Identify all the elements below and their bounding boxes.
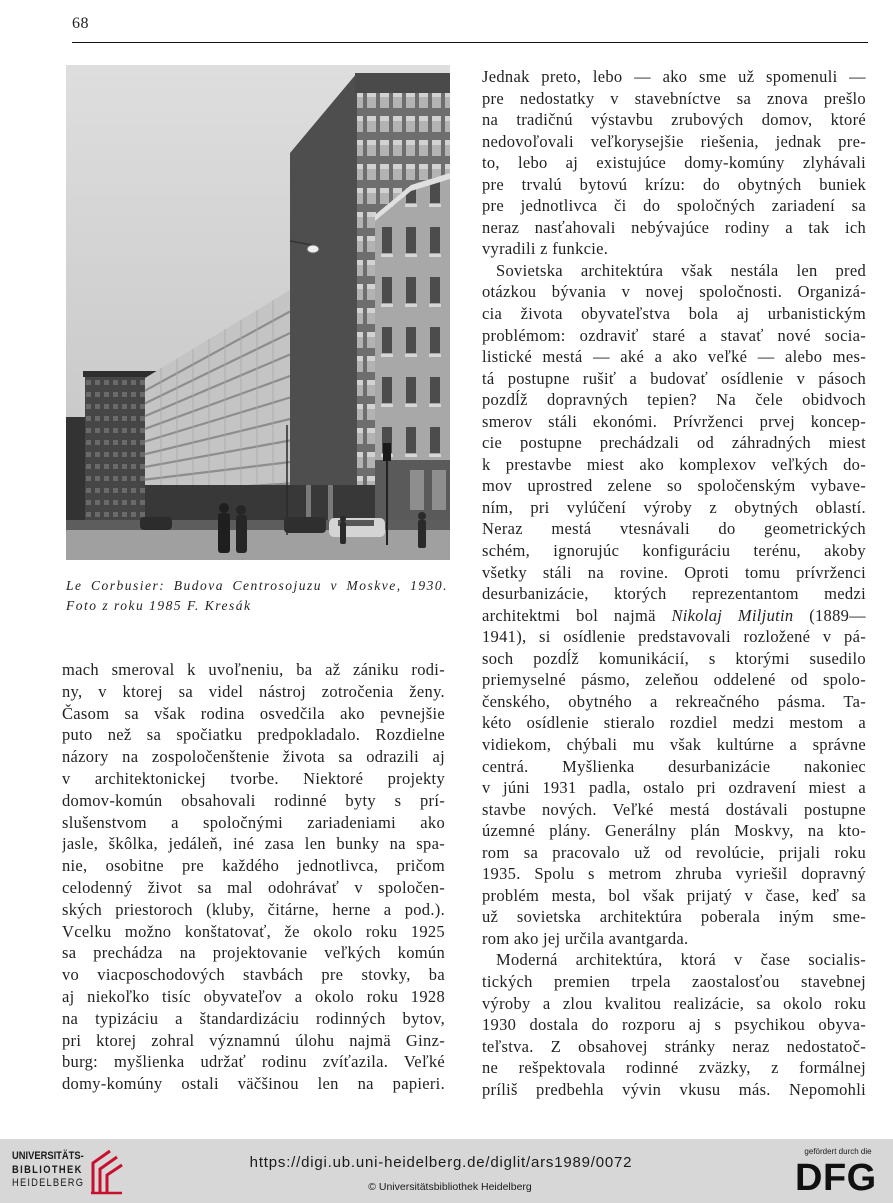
funding-note: gefördert durch die xyxy=(804,1147,872,1156)
text-line: na typizáciu a štandardizáciu rodinných bytov, xyxy=(62,1008,445,1028)
pedestrian-head xyxy=(418,512,426,520)
text-line: ne rešpektovala rodinné zväzky, z formálnej xyxy=(482,1058,866,1078)
text-line: desurbanizácie, ktorých reprezentantom medzi xyxy=(482,584,866,604)
text-line: vo viacposchodových stavbách pre stovky, ba xyxy=(62,965,445,985)
text-line: ských priestoroch (kluby, čitárne, herne a pod.). xyxy=(62,899,445,919)
text-line: smerov stáli ekonómi. Prívrženci prvej koncep- xyxy=(482,411,866,431)
paragraph xyxy=(482,949,866,1100)
pedestrian xyxy=(236,515,247,553)
text-line: v architektonickej tvorbe. Niektoré projekty xyxy=(62,768,445,788)
text-line: čenského, obytného a rekreačného pásma. Ta- xyxy=(482,691,866,711)
caption-line: Le Corbusier: Budova Centrosojuzu v Moskve, 1930. xyxy=(66,578,448,593)
paragraph xyxy=(482,66,866,260)
text-line: domy-komúny ostali väčšinou len na papieri. xyxy=(62,1074,445,1094)
text-line: všetky stáli na rovine. Oproti tomu prívrženci xyxy=(482,562,866,582)
permalink-url[interactable]: https://digi.ub.uni-heidelberg.de/diglit/ars1989/0072 xyxy=(249,1154,633,1171)
text-line: Sovietska architektúra však nestála len pred xyxy=(496,260,866,280)
text-line: ny, v ktorej sa videl nástroj zotročenia ženy. xyxy=(62,681,445,701)
text-line: otázkou bývania v novej spoločnosti. Organizá- xyxy=(482,282,866,302)
pedestrian-head xyxy=(236,505,246,515)
text-line xyxy=(482,605,866,627)
text-line: soch pozdĺž komunikácií, s ktorými susedilo xyxy=(482,648,866,668)
text-line: už sovietska architektúra poberala iným sme- xyxy=(482,907,866,927)
text-line: pozdĺž dopravných tepien? Na čele obidvoch xyxy=(482,390,866,410)
text-line: jasle, škôlka, jedáleň, iné zasa len bunky na spa- xyxy=(62,834,445,854)
tower-roof-band xyxy=(355,73,450,93)
left-text-column xyxy=(62,659,445,1095)
text-line: tických premien trpela zaostalosťou stavebnej xyxy=(482,971,866,991)
pedestrian-head xyxy=(219,503,229,513)
dfg-logo: DFG xyxy=(795,1157,877,1199)
text-line: na tradičnú výstavbu zrubových domov, ktoré xyxy=(482,110,866,130)
library-name xyxy=(12,1150,84,1191)
text-segment: architektmi bol najmä xyxy=(482,605,672,625)
text-line: schém, ignorujúc konfiguráciu terénu, akoby xyxy=(482,541,866,561)
figure-caption xyxy=(66,576,448,616)
text-line: 1935. Spolu s metrom zhruba vyriešil dopravný xyxy=(482,864,866,884)
text-line: burg: myšlienka udržať rodinu zvíťazila. Veľké xyxy=(62,1052,445,1072)
viewer-footer xyxy=(0,1139,893,1203)
text-line: domov-komún obsahovali rodinné byty s prí- xyxy=(62,790,445,810)
text-line: pre nedostatky v stavebníctve sa znova prešlo xyxy=(482,88,866,108)
text-line: 1930 dostala do rozporu aj s psychikou obyva- xyxy=(482,1015,866,1035)
pedestrian xyxy=(340,522,346,544)
text-line: Časom sa však rodina osvedčila ako pevnejšie xyxy=(62,703,445,723)
car xyxy=(284,517,326,533)
text-line: ním, pri vylúčení výroby z obytných oblastí. xyxy=(482,497,866,517)
text-line: rom ako jej určila avantgarda. xyxy=(482,928,689,948)
shop-window xyxy=(432,470,446,510)
text-line: centrá. Myšlienka desurbanizácie nakoniec xyxy=(482,756,866,776)
header-rule xyxy=(72,42,868,43)
text-line: kéto osídlenie stieralo rozdiel medzi mestom a xyxy=(482,713,866,733)
copyright-notice: © Universitätsbibliothek Heidelberg xyxy=(368,1181,532,1193)
text-line: Vcelku možno konštatovať, že okolo roku 1925 xyxy=(62,921,445,941)
street-lamp xyxy=(307,245,319,253)
text-line: 1941), si osídlenie predstavovali rozložené v pá- xyxy=(482,627,866,647)
pedestrian xyxy=(218,513,230,553)
text-line: tá postupne rušiť a budovať osídlenie v pásoch xyxy=(482,368,866,388)
text-segment: (1889— xyxy=(793,605,866,625)
text-line: cie postupne prechádzali od záhradných miest xyxy=(482,433,866,453)
right-text-column xyxy=(482,66,866,1100)
text-line: listické mestá — aké a ako veľké — alebo mes- xyxy=(482,347,866,367)
library-name-line: UNIVERSITÄTS- xyxy=(12,1150,84,1162)
text-line: neraz nasťahovali nebývajúce rodiny a tak ich xyxy=(482,217,866,237)
text-line: Moderná architektúra, ktorá v čase socialis- xyxy=(496,950,866,970)
text-line: pri ktorej zohral významnú úlohu najmä Ginz- xyxy=(62,1030,445,1050)
text-line: príliš predbehla vývin vkusu más. Nepomohli xyxy=(482,1079,866,1099)
text-line: vidiekom, chýbali mu však kultúrne a správne xyxy=(482,734,866,754)
text-line: rom sa pracovalo už od revolúcie, prijali roku xyxy=(482,842,866,862)
text-line: problém mesta, bol však prijatý v čase, keď sa xyxy=(482,885,866,905)
pedestrian xyxy=(418,520,426,548)
paragraph xyxy=(62,659,445,1095)
text-line: priemyselné pásmo, zeleňou oddelené od spolo- xyxy=(482,670,866,690)
ub-heidelberg-logo-icon xyxy=(88,1146,124,1196)
text-line: sa prechádza na projektovanie veľkých komún xyxy=(62,943,445,963)
logo-stroke xyxy=(107,1165,122,1192)
text-line: slušenstvom a spoločnými zariadeniami ako xyxy=(62,812,445,832)
text-line: výroby a zlou kvalitou realizácie, sa okolo roku xyxy=(482,993,866,1013)
pedestrian-head xyxy=(340,516,346,522)
library-name-line: HEIDELBERG xyxy=(12,1177,85,1189)
page-number: 68 xyxy=(72,15,89,32)
library-name-line: BIBLIOTHEK xyxy=(12,1163,83,1176)
text-line: aj niekoľko tisíc obyvateľov a okolo roku 1928 xyxy=(62,986,445,1006)
text-line: stavbe nových. Veľké mestá dostávali postupne xyxy=(482,799,866,819)
text-line: nie, osobitne pre každého jednotlivca, pričom xyxy=(62,856,445,876)
caption-line: Foto z roku 1985 F. Kresák xyxy=(66,598,252,613)
paragraph xyxy=(482,260,866,950)
text-line: Neraz mestá vtesnávali do geometrických xyxy=(482,519,866,539)
italic-name: Nikolaj Miljutin xyxy=(671,605,794,625)
car xyxy=(140,517,172,530)
text-line: teľstva. Z obsahovej stránky neraz nedostatoč- xyxy=(482,1036,866,1056)
text-line: vyradili z funkcie. xyxy=(482,239,609,259)
text-line: názory na zospoločenštenie života sa odrazili aj xyxy=(62,747,445,767)
text-line: celodenný život sa mal odohrávať v spoločen- xyxy=(62,877,445,897)
text-line: mach smeroval k uvoľneniu, ba až zániku rodi- xyxy=(62,660,445,679)
text-line: pre jednotlivca či do spoločných zariadení sa xyxy=(482,196,866,216)
traffic-signal xyxy=(383,443,391,461)
text-line: problémom: ozdraviť staré a stavať nové socia- xyxy=(482,325,866,345)
text-line: Jednak preto, lebo — ako sme už spomenuli — xyxy=(482,67,866,86)
building-photo xyxy=(66,65,450,560)
shop-window xyxy=(410,470,424,510)
text-line: k prestavbe miest ako komplexov veľkých do- xyxy=(482,454,866,474)
text-line: puto než sa spočiatku predpokladalo. Rozdielne xyxy=(62,725,445,745)
text-line: nedovoľovali veľkorysejšie riešenia, jednak pre- xyxy=(482,131,866,151)
text-line: mov uprostred zelene so spoločenským vybave- xyxy=(482,476,866,496)
text-line: územné plány. Generálny plán Moskvy, na kto- xyxy=(482,821,866,841)
text-line: to, lebo aj existujúce domy-komúny zlyhávali xyxy=(482,153,866,173)
text-line: v júni 1931 padla, ostalo pri ozdravení miest a xyxy=(482,778,866,798)
road xyxy=(66,530,450,560)
text-line: cia života obyvateľstva bola aj urbanistickým xyxy=(482,304,866,324)
text-line: pre trvalú bytovú krízu: do obytných buniek xyxy=(482,174,866,194)
figure-photo xyxy=(66,65,450,560)
